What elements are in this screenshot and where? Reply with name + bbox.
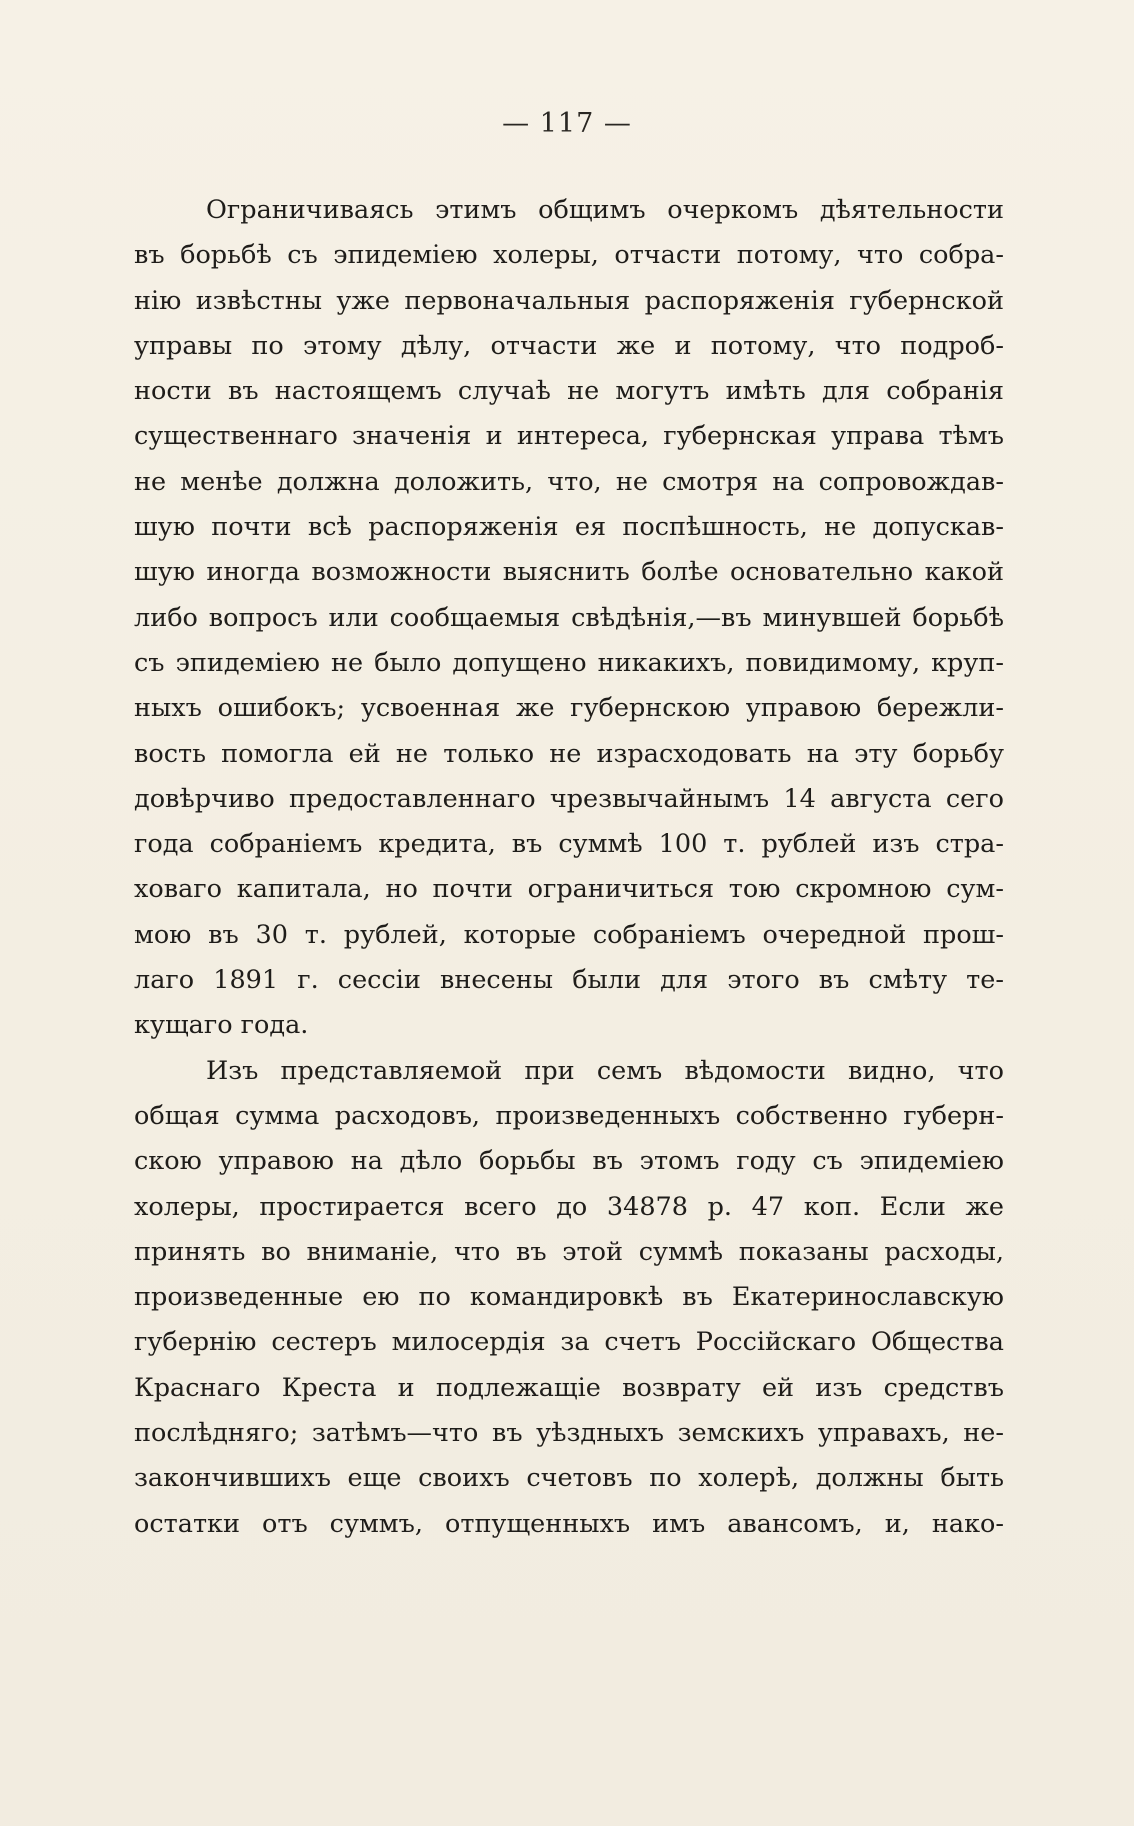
text-line: либо вопросъ или сообщаемыя свѣдѣнія,—въ минувшей борьбѣ <box>134 602 1004 633</box>
text-line: не менѣе должна доложить, что, не смотря на сопровождав- <box>134 466 1004 497</box>
text-line: ности въ настоящемъ случаѣ не могутъ имѣть для собранія <box>134 376 1004 407</box>
text-line: съ эпидеміею не было допущено никакихъ, повидимому, круп- <box>134 647 1004 678</box>
text-line: ныхъ ошибокъ; усвоенная же губернскою управою бережли- <box>134 693 1004 724</box>
text-line: губернію сестеръ милосердія за счетъ Россійскаго Общества <box>134 1327 1004 1358</box>
text-line: общая сумма расходовъ, произведенныхъ собственно губерн- <box>134 1100 1004 1131</box>
text-line: произведенные ею по командировкѣ въ Екатеринославскую <box>134 1282 1004 1313</box>
text-line: принять во вниманіе, что въ этой суммѣ показаны расходы, <box>134 1236 1004 1267</box>
text-line: шую иногда возможности выяснить болѣе основательно какой <box>134 557 1004 588</box>
text-line: остатки отъ суммъ, отпущенныхъ имъ авансомъ, и, нако- <box>134 1508 1004 1539</box>
text-line: мою въ 30 т. рублей, которые собраніемъ очередной прош- <box>134 919 1004 950</box>
text-line: въ борьбѣ съ эпидеміею холеры, отчасти потому, что собра- <box>134 240 1004 271</box>
text-line: довѣрчиво предоставленнаго чрезвычайнымъ 14 августа сего <box>134 783 1004 814</box>
text-line: закончившихъ еще своихъ счетовъ по холерѣ, должны быть <box>134 1463 1004 1494</box>
paragraph-1 <box>134 188 1004 1049</box>
text-line: нію извѣстны уже первоначальныя распоряженія губернской <box>134 285 1004 316</box>
text-line: шую почти всѣ распоряженія ея поспѣшность, не допускав- <box>134 512 1004 543</box>
text-line: существеннаго значенія и интереса, губернская управа тѣмъ <box>134 421 1004 452</box>
text-line: скою управою на дѣло борьбы въ этомъ году съ эпидеміею <box>134 1146 1004 1177</box>
text-line: холеры, простирается всего до 34878 р. 47 коп. Если же <box>134 1191 1004 1222</box>
text-line: управы по этому дѣлу, отчасти же и потому, что подроб- <box>134 330 1004 361</box>
text-line: послѣдняго; затѣмъ—что въ уѣздныхъ земскихъ управахъ, не- <box>134 1418 1004 1449</box>
text-line: Краснаго Креста и подлежащіе возврату ей изъ средствъ <box>134 1372 1004 1403</box>
paragraph-2 <box>134 1049 1004 1547</box>
text-line: Изъ представляемой при семъ вѣдомости видно, что <box>206 1055 1004 1086</box>
text-line: кущаго года. <box>134 1010 309 1041</box>
body-text <box>134 188 1004 1547</box>
page-number: — 117 — <box>502 108 632 139</box>
text-line: вость помогла ей не только не израсходовать на эту борьбу <box>134 738 1004 769</box>
text-line: лаго 1891 г. сессіи внесены были для этого въ смѣту те- <box>134 965 1004 996</box>
text-line: года собраніемъ кредита, въ суммѣ 100 т. рублей изъ стра- <box>134 829 1004 860</box>
text-line: Ограничиваясь этимъ общимъ очеркомъ дѣятельности <box>206 195 1004 225</box>
text-line: ховаго капитала, но почти ограничиться тою скромною сум- <box>134 874 1004 905</box>
